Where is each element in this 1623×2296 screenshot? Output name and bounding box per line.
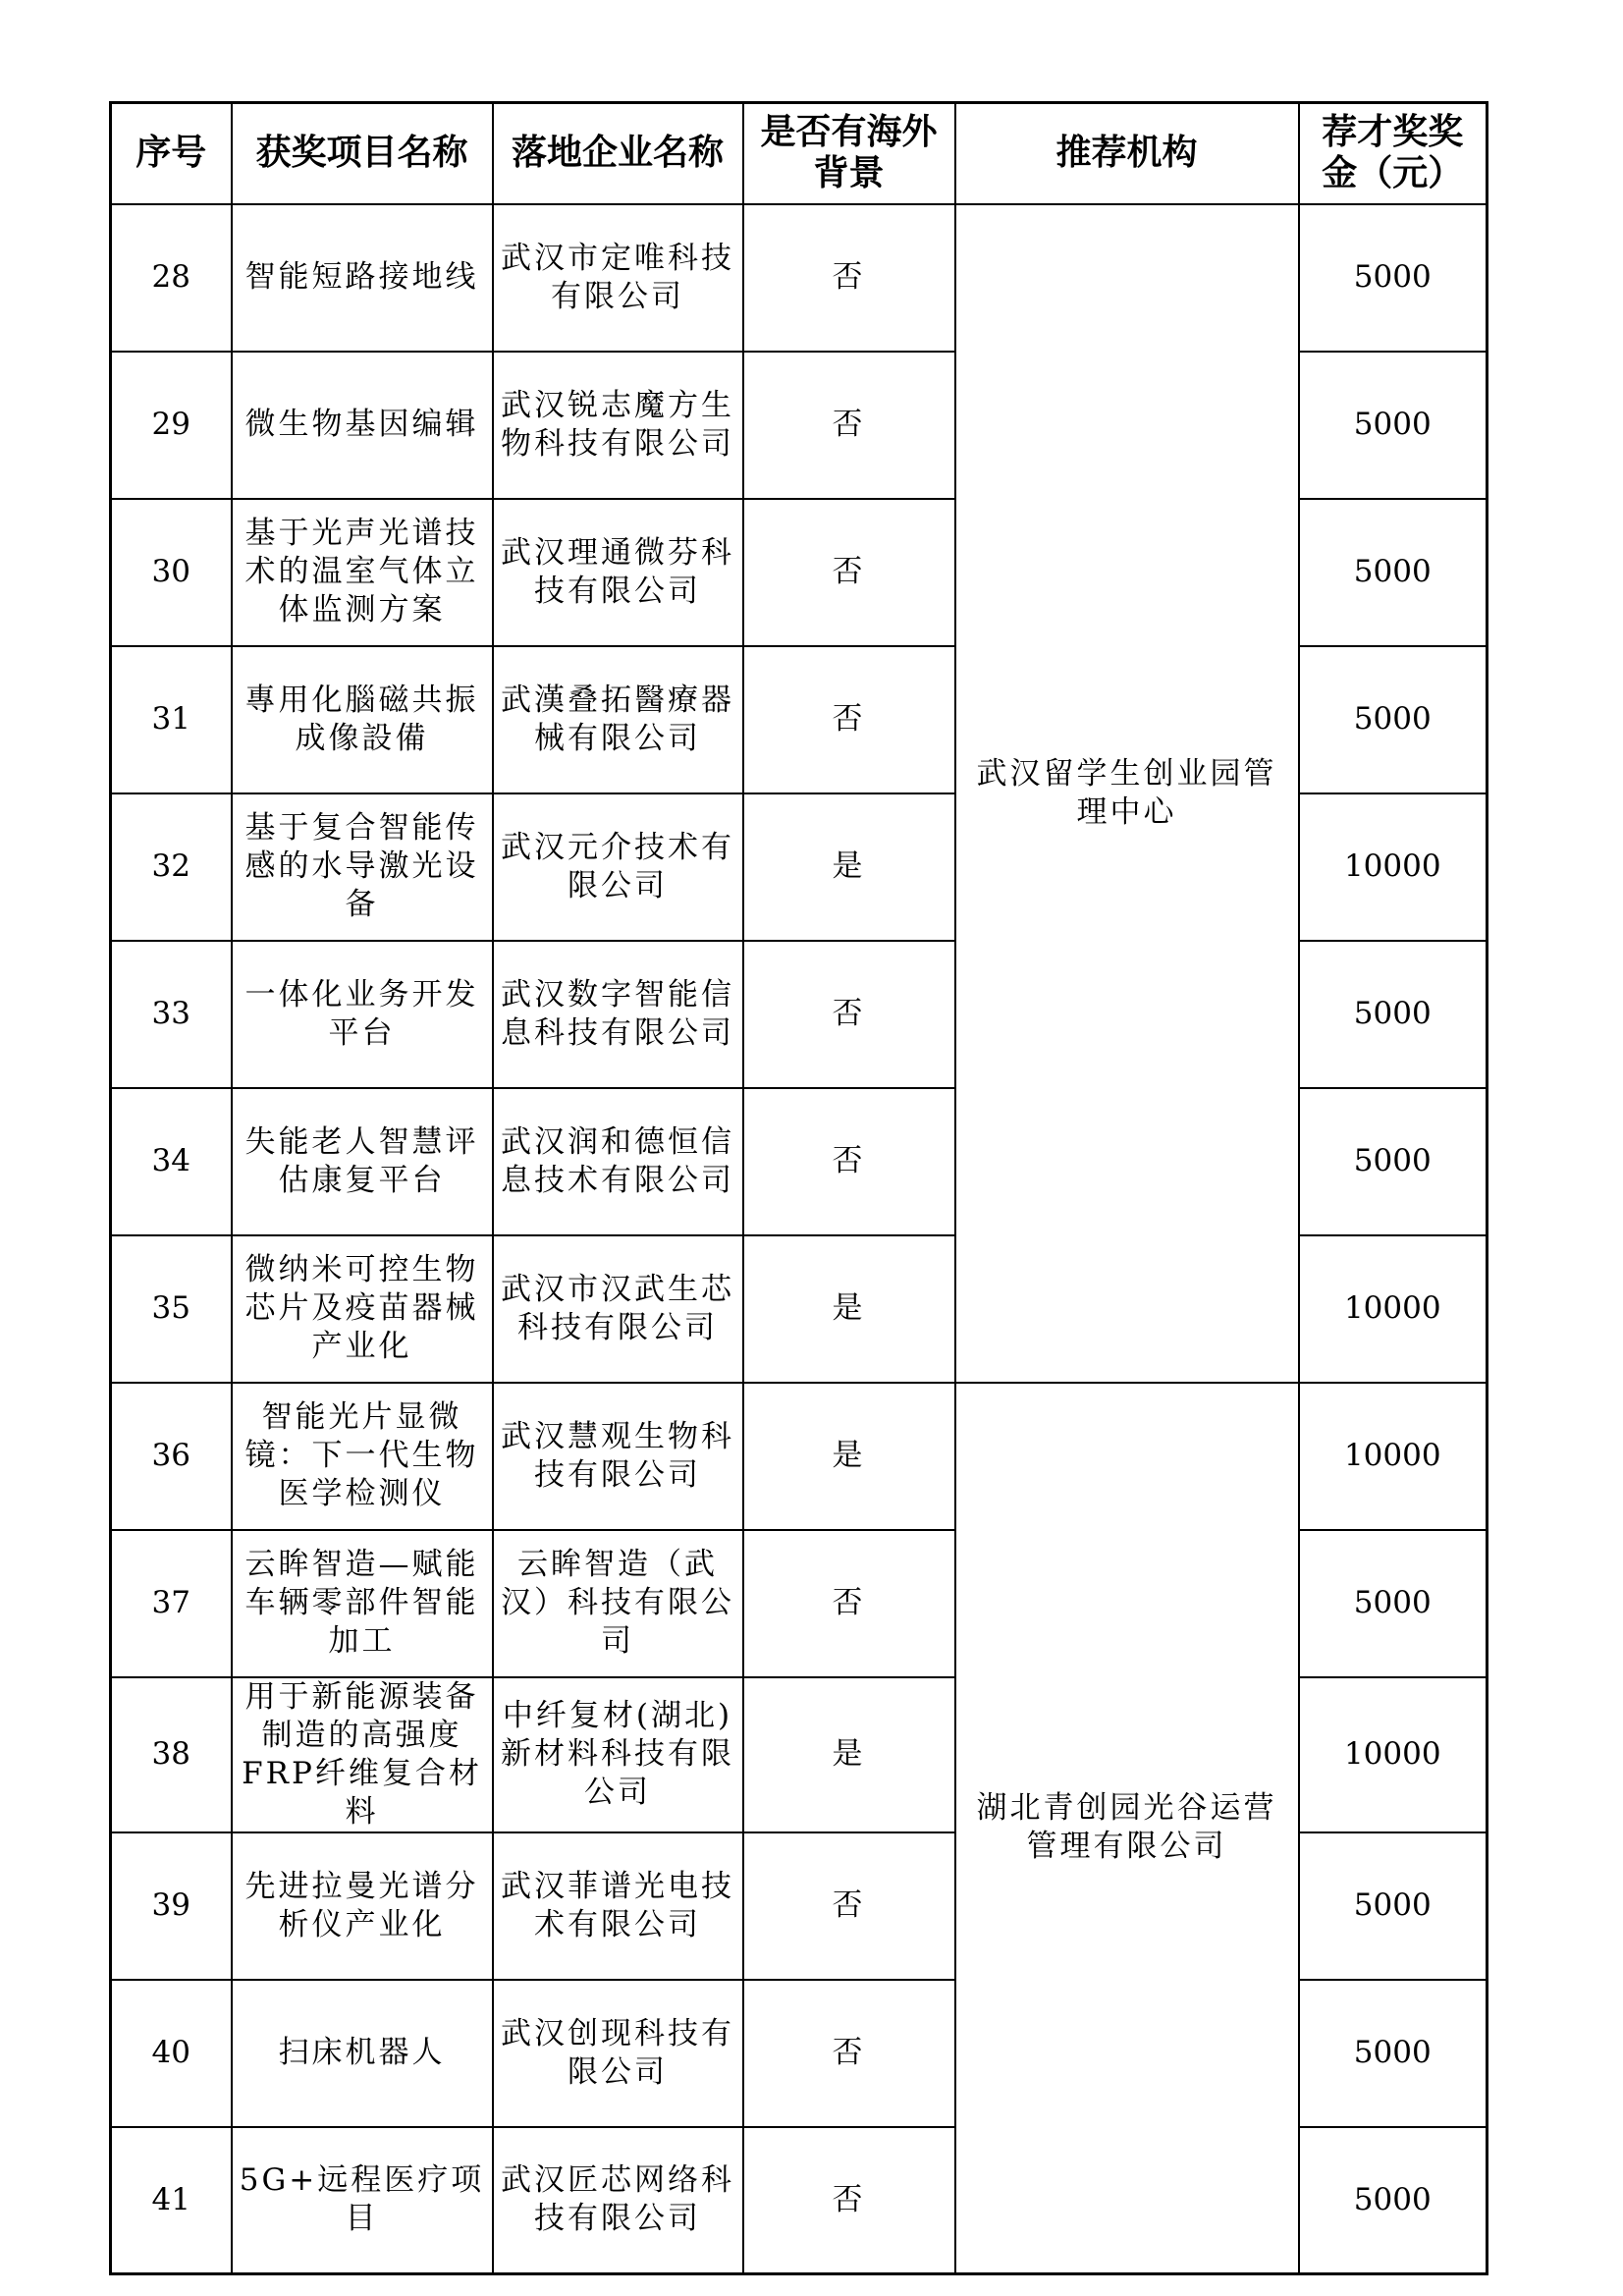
header-award: 荐才奖奖金（元） — [1299, 103, 1488, 204]
row-project: 基于复合智能传感的水导激光设备 — [232, 793, 493, 941]
row-project: 用于新能源装备制造的高强度FRP纤维复合材料 — [232, 1677, 493, 1832]
row-company: 中纤复材(湖北)新材料科技有限公司 — [493, 1677, 743, 1832]
table-row — [111, 204, 1488, 352]
row-project: 微生物基因编辑 — [232, 352, 493, 499]
row-company: 武汉菲谱光电技术有限公司 — [493, 1832, 743, 1980]
row-project: 基于光声光谱技术的温室气体立体监测方案 — [232, 499, 493, 646]
row-overseas: 否 — [743, 941, 955, 1088]
table-row — [111, 1383, 1488, 1530]
row-award: 5000 — [1299, 352, 1488, 499]
row-award: 5000 — [1299, 646, 1488, 793]
row-project: 云眸智造—赋能车辆零部件智能加工 — [232, 1530, 493, 1677]
row-overseas: 否 — [743, 204, 955, 352]
row-company: 武汉元介技术有限公司 — [493, 793, 743, 941]
row-award: 10000 — [1299, 793, 1488, 941]
row-project: 智能光片显微镜：下一代生物医学检测仪 — [232, 1383, 493, 1530]
row-company: 武汉理通微芬科技有限公司 — [493, 499, 743, 646]
header-row — [111, 103, 1488, 204]
row-project: 扫床机器人 — [232, 1980, 493, 2127]
row-project: 失能老人智慧评估康复平台 — [232, 1088, 493, 1235]
row-company: 武汉市汉武生芯科技有限公司 — [493, 1235, 743, 1383]
row-overseas: 否 — [743, 1530, 955, 1677]
row-overseas: 否 — [743, 1088, 955, 1235]
row-overseas: 否 — [743, 352, 955, 499]
row-overseas: 是 — [743, 793, 955, 941]
row-index: 31 — [111, 646, 232, 793]
recommender-cell: 武汉留学生创业园管理中心 — [955, 204, 1299, 1383]
header-overseas: 是否有海外背景 — [743, 103, 955, 204]
row-index: 32 — [111, 793, 232, 941]
row-project: 專用化腦磁共振成像設備 — [232, 646, 493, 793]
recommender-cell: 湖北青创园光谷运营管理有限公司 — [955, 1383, 1299, 2274]
row-overseas: 否 — [743, 1980, 955, 2127]
row-award: 10000 — [1299, 1235, 1488, 1383]
header-index: 序号 — [111, 103, 232, 204]
row-project: 微纳米可控生物芯片及疫苗器械产业化 — [232, 1235, 493, 1383]
row-award: 5000 — [1299, 204, 1488, 352]
row-company: 武汉润和德恒信息技术有限公司 — [493, 1088, 743, 1235]
row-index: 28 — [111, 204, 232, 352]
row-award: 5000 — [1299, 1980, 1488, 2127]
row-company: 武汉市定唯科技有限公司 — [493, 204, 743, 352]
row-overseas: 否 — [743, 2127, 955, 2274]
row-index: 34 — [111, 1088, 232, 1235]
row-overseas: 否 — [743, 1832, 955, 1980]
row-index: 38 — [111, 1677, 232, 1832]
row-award: 5000 — [1299, 1088, 1488, 1235]
row-overseas: 是 — [743, 1677, 955, 1832]
row-overseas: 是 — [743, 1235, 955, 1383]
row-index: 30 — [111, 499, 232, 646]
row-company: 武汉匠芯网络科技有限公司 — [493, 2127, 743, 2274]
award-table — [109, 101, 1488, 2275]
row-index: 39 — [111, 1832, 232, 1980]
row-project: 智能短路接地线 — [232, 204, 493, 352]
header-recommender: 推荐机构 — [955, 103, 1299, 204]
row-company: 武漢叠拓醫療器械有限公司 — [493, 646, 743, 793]
header-company: 落地企业名称 — [493, 103, 743, 204]
header-project: 获奖项目名称 — [232, 103, 493, 204]
row-index: 33 — [111, 941, 232, 1088]
row-project: 5G+远程医疗项目 — [232, 2127, 493, 2274]
row-company: 武汉数字智能信息科技有限公司 — [493, 941, 743, 1088]
row-award: 5000 — [1299, 499, 1488, 646]
row-company: 武汉慧观生物科技有限公司 — [493, 1383, 743, 1530]
row-index: 37 — [111, 1530, 232, 1677]
row-award: 5000 — [1299, 941, 1488, 1088]
row-index: 35 — [111, 1235, 232, 1383]
row-company: 武汉创现科技有限公司 — [493, 1980, 743, 2127]
row-award: 10000 — [1299, 1677, 1488, 1832]
row-company: 云眸智造（武汉）科技有限公司 — [493, 1530, 743, 1677]
row-overseas: 否 — [743, 646, 955, 793]
row-index: 29 — [111, 352, 232, 499]
row-award: 5000 — [1299, 2127, 1488, 2274]
row-company: 武汉锐志魔方生物科技有限公司 — [493, 352, 743, 499]
row-project: 先进拉曼光谱分析仪产业化 — [232, 1832, 493, 1980]
row-overseas: 否 — [743, 499, 955, 646]
row-index: 36 — [111, 1383, 232, 1530]
row-award: 5000 — [1299, 1832, 1488, 1980]
row-project: 一体化业务开发平台 — [232, 941, 493, 1088]
row-index: 40 — [111, 1980, 232, 2127]
row-award: 5000 — [1299, 1530, 1488, 1677]
row-award: 10000 — [1299, 1383, 1488, 1530]
row-index: 41 — [111, 2127, 232, 2274]
row-overseas: 是 — [743, 1383, 955, 1530]
